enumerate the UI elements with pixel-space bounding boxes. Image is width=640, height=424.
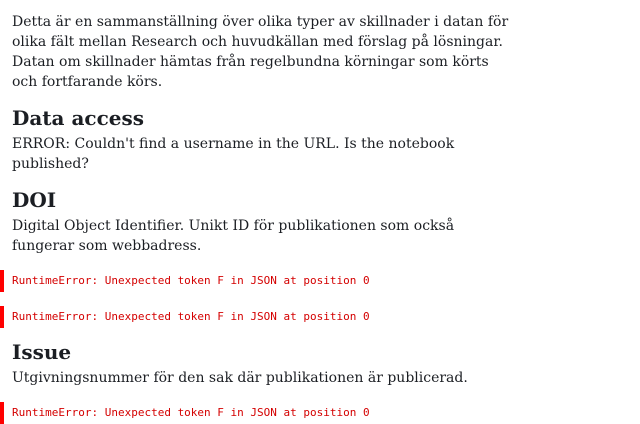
intro-paragraph: Detta är en sammanställning över olika typer av skillnader i datan för olika fält mellan Research och huvudkällan med förslag på lösningar. Datan om skillnader hämtas från regelbundna körningar som körts och fortfarande körs.	[12, 14, 509, 90]
section-title-doi: DOI	[12, 188, 57, 212]
section-title-issue: Issue	[12, 340, 72, 364]
section-title-data-access: Data access	[12, 106, 145, 130]
runtime-error-output: RuntimeError: Unexpected token F in JSON at position 0	[0, 270, 628, 292]
data-access-error-text: ERROR: Couldn't find a username in the URL. Is the notebook published?	[12, 136, 455, 172]
runtime-error-output: RuntimeError: Unexpected token F in JSON at position 0	[0, 306, 628, 328]
doi-description: Digital Object Identifier. Unikt ID för publikationen som också fungerar som webbadress.	[12, 218, 455, 254]
issue-description: Utgivningsnummer för den sak där publikationen är publicerad.	[12, 370, 468, 386]
runtime-error-output: RuntimeError: Unexpected token F in JSON at position 0	[0, 402, 628, 424]
